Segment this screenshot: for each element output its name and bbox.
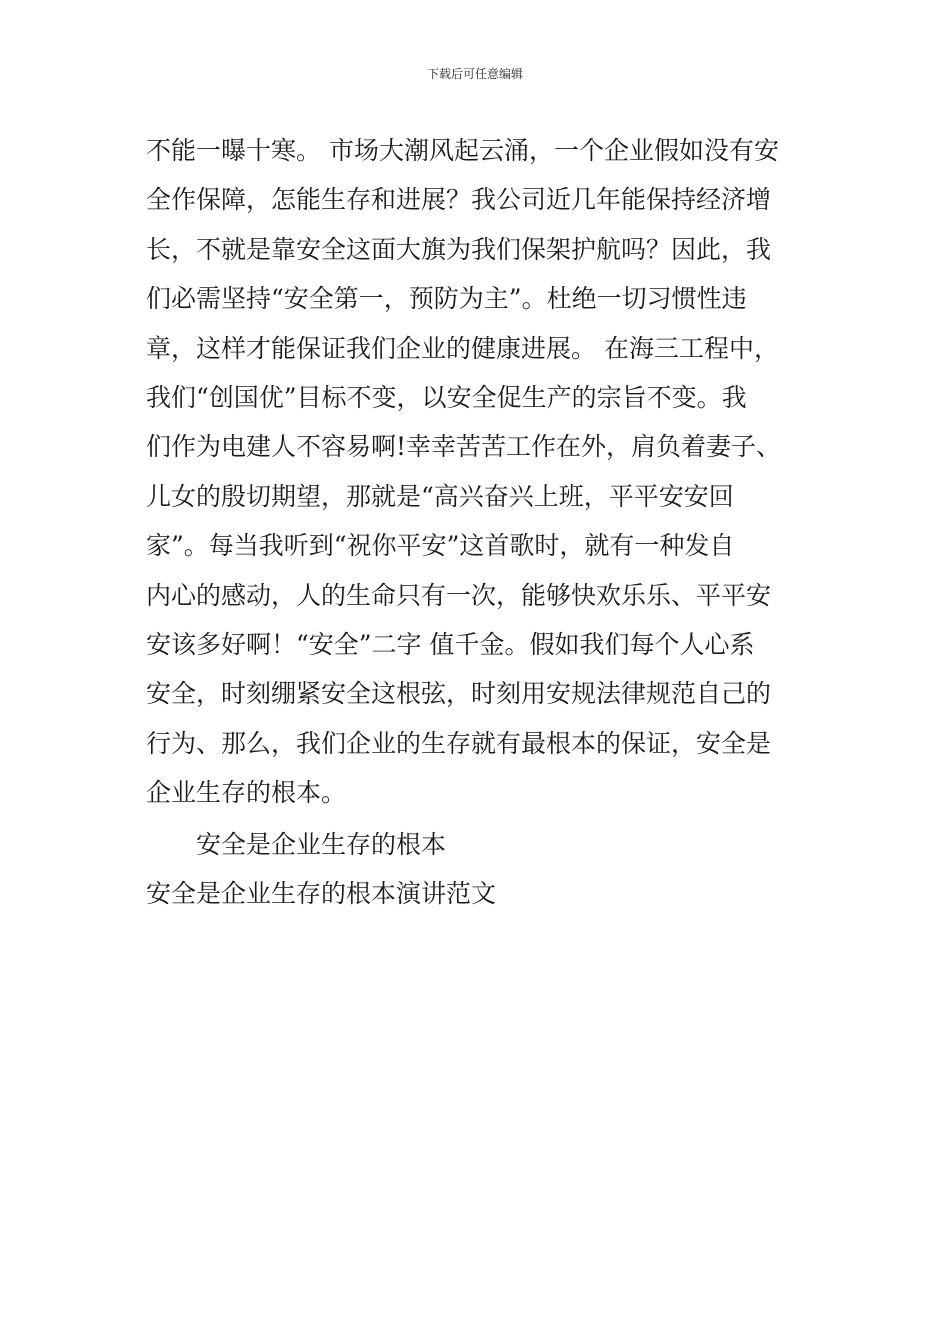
text-line: 企业生存的根本。 xyxy=(146,778,347,808)
text-line: 家”。每当我听到“祝你平安”这首歌时，就有一种发自 xyxy=(146,531,735,561)
text-line: 不能一曝十寒。 市场大潮风起云涌，一个企业假如没有安 xyxy=(146,136,779,165)
text-line: 们作为电建人不容易啊!幸幸苦苦工作在外，肩负着妻子、 xyxy=(146,432,782,462)
text-line: 全作保障，怎能生存和进展？我公司近几年能保持经济增 xyxy=(146,185,772,215)
text-line: 长，不就是靠安全这面大旗为我们保架护航吗？因此，我 xyxy=(146,234,772,264)
closing-subtitle: 安全是企业生存的根本 xyxy=(196,830,447,859)
page-header: 下载后可任意编辑 xyxy=(426,67,523,81)
text-line: 我们“创国优”目标不变，以安全促生产的宗旨不变。我 xyxy=(146,382,747,412)
text-line: 行为、那么，我们企业的生存就有最根本的保证，安全是 xyxy=(146,728,772,758)
text-line: 安该多好啊！“安全”二字 值千金。假如我们每个人心系 xyxy=(146,629,755,659)
document-title: 安全是企业生存的根本演讲范文 xyxy=(146,879,497,908)
text-line: 内心的感动，人的生命只有一次，能够快欢乐乐、平平安 xyxy=(146,580,772,610)
text-line: 安全，时刻绷紧安全这根弦，时刻用安规法律规范自己的 xyxy=(146,679,772,709)
text-line: 儿女的殷切期望，那就是“高兴奋兴上班，平平安安回 xyxy=(146,481,734,511)
body-text xyxy=(146,126,806,817)
text-line: 们必需坚持“安全第一，预防为主”。杜绝一切习惯性违 xyxy=(146,284,747,314)
text-line: 章，这样才能保证我们企业的健康进展。 在海三工程中， xyxy=(146,333,779,363)
